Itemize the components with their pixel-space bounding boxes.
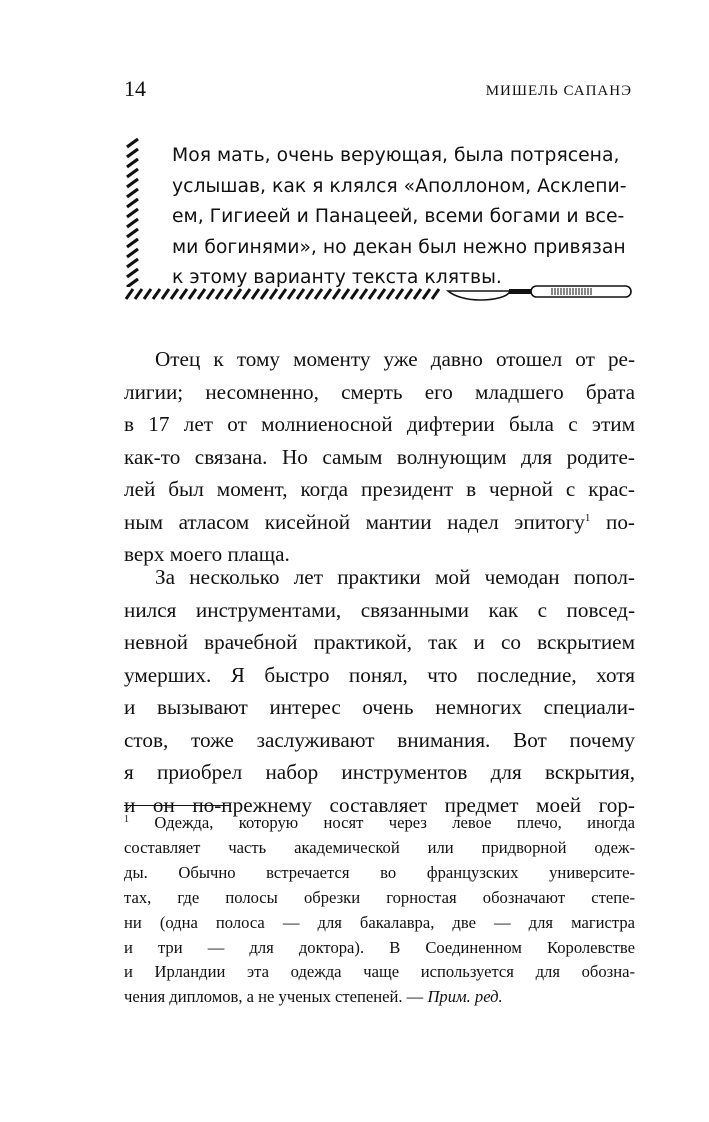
sidebar-box: [124, 137, 634, 307]
paragraph-line: лигии; несомненно, смерть его младшего брата: [124, 379, 635, 404]
paragraph-line-text: ным атласом кисейной мантии надел эпитогу: [124, 509, 585, 534]
paragraph-line: верх моего плаща.: [124, 542, 290, 566]
paragraph-line: стов, тоже заслуживают внимания. Вот почему: [124, 727, 635, 752]
paragraph-line-tail: по-: [590, 509, 635, 534]
paragraph-1: [124, 343, 635, 571]
footnote-reference: 1: [584, 511, 591, 524]
footnote-line-text: Одежда, которую носят через левое плечо, иногда: [129, 813, 635, 832]
paragraph-line: нился инструментами, связанными как с повсед-: [124, 597, 635, 622]
footnote-line: ды. Обычно встречается во французских университе-: [124, 862, 635, 882]
paragraph-line: невной врачебной практикой, так и со вскрытием: [124, 630, 635, 654]
hatch-border-vertical: [124, 137, 142, 287]
footnote-marker: 1: [124, 814, 129, 825]
footnote-line: и три — для доктора). В Соединенном Королевстве: [124, 937, 635, 957]
footnote-line-text: чения дипломов, а не ученых степеней. —: [124, 987, 428, 1007]
paragraph-line: как-то связана. Но самым волнующим для родите-: [124, 444, 635, 469]
paragraph-line: умерших. Я быстро понял, что последние, хотя: [124, 662, 635, 687]
footnote: [124, 811, 635, 1010]
sidebar-line: к этому варианту текста клятвы.: [172, 267, 502, 288]
page-number: 14: [124, 76, 146, 101]
footnote-line: составляет часть академической или придворной одеж-: [124, 837, 635, 857]
sidebar-line: ми богинями», но декан был нежно привязан: [172, 236, 626, 258]
footnote-line-last: [124, 985, 635, 1010]
paragraph-line: лей был момент, когда президент в черной с крас-: [124, 477, 635, 501]
running-head: МИШЕЛЬ САПАНЭ: [485, 83, 632, 99]
footnote-divider: [124, 805, 230, 806]
paragraph-2: [124, 561, 635, 821]
paragraph-line: и вызывают интерес очень немногих специали-: [124, 695, 635, 719]
paragraph-line: и он по-прежнему составляет предмет моей гор-: [124, 792, 635, 817]
sidebar-quote: [172, 141, 634, 294]
sidebar-line: услышав, как я клялся «Аполлоном, Асклепи-: [172, 175, 627, 197]
paragraph-line: я приобрел набор инструментов для вскрытия,: [124, 760, 635, 784]
paragraph-line: Отец к тому моменту уже давно отошел от ре-: [155, 347, 635, 371]
paragraph-line-with-footnote: [124, 506, 635, 539]
paragraph-line: За несколько лет практики мой чемодан попол-: [155, 565, 635, 589]
footnote-line: ни (одна полоса — для бакалавра, две — для магистра: [124, 912, 635, 932]
sidebar-line: ем, Гигиеей и Панацеей, всеми богами и все-: [172, 206, 625, 227]
footnote-line: тах, где полосы обрезки горностая обозначают степе-: [124, 887, 635, 907]
editor-note-tag: Прим. ред.: [427, 987, 503, 1007]
paragraph-line: в 17 лет от молниеносной дифтерии была с этим: [124, 412, 635, 436]
sidebar-line: Моя мать, очень верующая, была потрясена,: [172, 145, 620, 166]
footnote-line-first: [124, 811, 635, 836]
footnote-line: и Ирландии эта одежда чаще используется для обозна-: [124, 962, 635, 982]
